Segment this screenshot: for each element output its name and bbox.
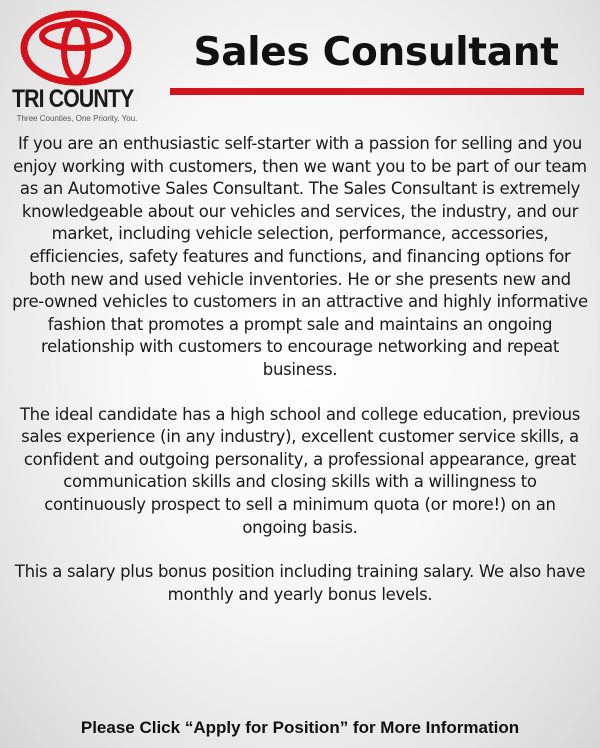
compensation-paragraph: This a salary plus bonus position including training salary. We also have monthly and yearly bonus levels. xyxy=(14,562,586,604)
toyota-emblem-icon xyxy=(20,10,132,86)
requirements-paragraph: The ideal candidate has a high school and college education, previous sales experience (in any industry), excellent customer service skills, a confident and outgoing personality, a professional appearance, great communication skills and closing skills with a willingness to continuously prospect to sell a minimum quota (or more!) on an ongoing basis. xyxy=(19,404,581,537)
description-paragraph: If you are an enthusiastic self-starter with a passion for selling and you enjoy working with customers, then we want you to be part of our team as an Automotive Sales Consultant. The Sales Consultant is extremely knowledgeable about our vehicles and services, the industry, and our market, including vehicle selection, performance, accessories, efficiencies, safety features and functions, and financing options for both new and used vehicle inventories. He or she presents new and pre-owned vehicles to customers in an attractive and highly informative fashion that promotes a prompt sale and maintains an ongoing relationship with customers to encourage networking and repeat business. xyxy=(12,134,588,379)
title-underline xyxy=(170,88,584,95)
apply-call-to-action: Please Click “Apply for Position” for More Information xyxy=(80,718,520,737)
page-title: Sales Consultant xyxy=(193,30,559,75)
job-description xyxy=(12,133,588,628)
brand-logo xyxy=(12,10,142,122)
brand-name: TRI COUNTY xyxy=(12,85,134,113)
brand-tagline: Three Counties, One Priority. You. xyxy=(16,114,138,123)
